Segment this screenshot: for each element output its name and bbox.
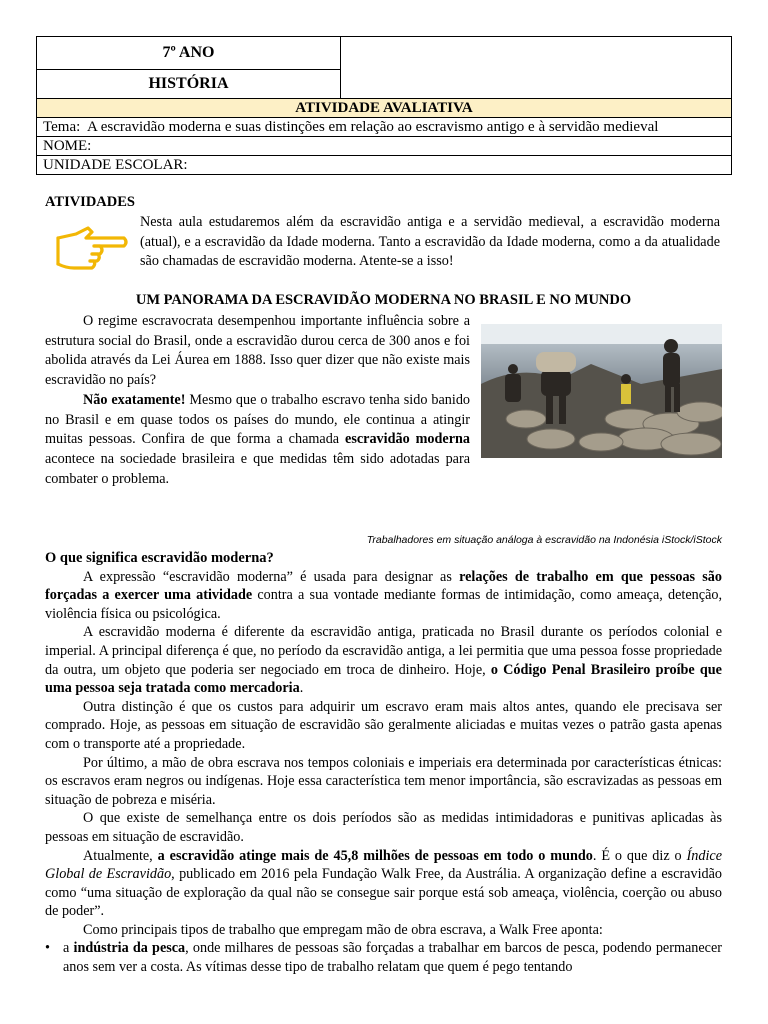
- activities-heading: ATIVIDADES: [45, 194, 135, 210]
- paragraph: Por último, a mão de obra escrava nos tempos coloniais e imperiais era determinada por características étnicas: os escravos eram negros ou indígenas. Hoje essa característica tem menor importância, são escravizadas as pessoas em situação de pobreza e miséria.: [45, 754, 722, 808]
- activity-band: ATIVIDADE AVALIATIVA: [37, 99, 732, 118]
- blank-header-cell: [341, 37, 732, 99]
- paragraph: A escravidão moderna é diferente da escravidão antiga, praticada no Brasil durante os períodos colonial e imperial. A principal diferença é que, no período da escravidão antiga, a lei permitia que uma pessoa fosse propriedade da outra, um objeto que poderia ser negociado em troca de dinheiro. Hoje, o Código Penal Brasileiro proíbe que uma pessoa seja tratada como mercadoria.: [45, 624, 722, 697]
- paragraph: Outra distinção é que os custos para adquirir um escravo eram mais altos antes, quando ele precisava ser comprado. Hoje, as pessoas em situação de escravidão são geralmente aliciadas e muitas vezes o patrão gasta apenas com o transporte até a propriedade.: [45, 698, 722, 752]
- article-intro-column: [45, 312, 470, 489]
- section-question: O que significa escravidão moderna?: [45, 550, 274, 566]
- bullet-icon: •: [45, 940, 50, 957]
- paragraph: Atualmente, a escravidão atinge mais de 45,8 milhões de pessoas em todo o mundo. É o que diz o Índice Global de Escravidão, publicado em 2016 pela Fundação Walk Free, da Austrália. A organização define a escravidão como “uma situação de exploração da qual não se consegue sair porque está sob ameaça, violência, coerção ou abuso de poder”.: [45, 847, 722, 920]
- intro-paragraph: Nesta aula estudaremos além da escravidão antiga e a servidão medieval, a escravidão moderna (atual), e a escravidão da Idade moderna. Tanto a escravidão da Idade moderna, como a da atualidade são chamadas de escravidão moderna. Atente-se a isso!: [140, 214, 720, 269]
- paragraph: Não exatamente! Mesmo que o trabalho escravo tenha sido banido no Brasil e em quase todos os países do mundo, ele continua a atingir muitas pessoas. Confira de que forma a chamada escravidão moderna acontece na sociedade brasileira e que medidas têm sido adotadas para combater o problema.: [45, 391, 471, 487]
- article-body: [45, 549, 722, 977]
- theme-text: A escravidão moderna e suas distinções em relação ao escravismo antigo e à servidão medieval: [86, 118, 659, 135]
- list-item: • a indústria da pesca, onde milhares de pessoas são forçadas a trabalhar em barcos de pesca, podendo permanecer anos sem ver a costa. As vítimas desse tipo de trabalho relatam que quem é pego tentando: [45, 940, 722, 976]
- theme-label: Tema:: [43, 118, 81, 135]
- school-field[interactable]: UNIDADE ESCOLAR:: [37, 156, 732, 175]
- subject-cell: HISTÓRIA: [37, 70, 341, 99]
- header-table: [36, 36, 732, 175]
- photo-caption: Trabalhadores em situação análoga à escravidão na Indonésia iStock/iStock: [366, 534, 722, 546]
- work-types-list: [45, 939, 722, 976]
- name-field[interactable]: NOME:: [37, 137, 732, 156]
- article-title: UM PANORAMA DA ESCRAVIDÃO MODERNA NO BRASIL E NO MUNDO: [135, 292, 632, 308]
- paragraph: O regime escravocrata desempenhou importante influência sobre a estrutura social do Brasil, onde a escravidão durou cerca de 300 anos e foi abolida através da Lei Áurea em 1888. Isso quer dizer que não existe mais escravidão no país?: [45, 313, 470, 389]
- paragraph: O que existe de semelhança entre os dois períodos são as medidas intimidadoras e punitivas aplicadas às pessoas em situação de escravidão.: [45, 810, 722, 845]
- theme-row: [37, 118, 732, 137]
- workers-photo: [481, 324, 722, 458]
- pointing-hand-icon: [54, 224, 128, 279]
- paragraph: A expressão “escravidão moderna” é usada para designar as relações de trabalho em que pessoas são forçadas a exercer uma atividade contra a sua vontade mediante formas de intimidação, como ameaça, detenção, violência física ou psicológica.: [45, 568, 723, 622]
- paragraph: Como principais tipos de trabalho que empregam mão de obra escrava, a Walk Free aponta:: [83, 921, 603, 938]
- grade-cell: 7º ANO: [37, 37, 341, 70]
